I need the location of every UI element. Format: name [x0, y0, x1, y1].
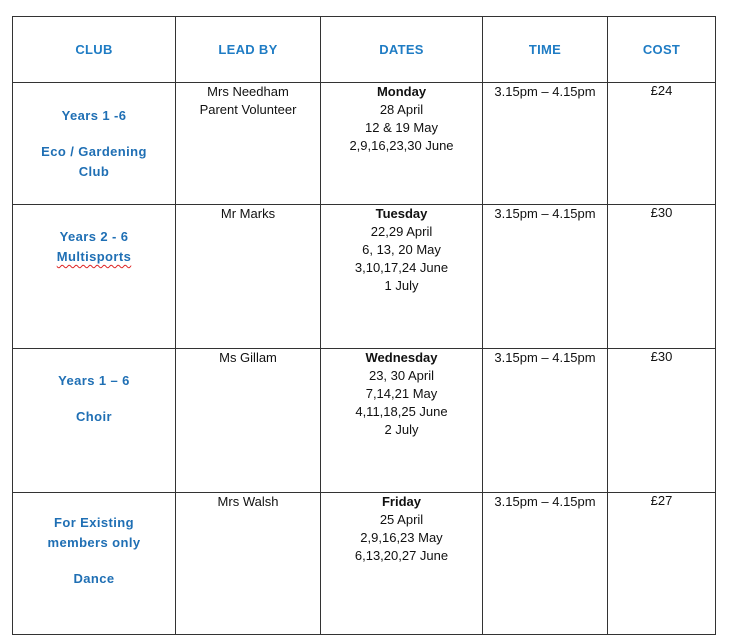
date-line: 6, 13, 20 May — [362, 242, 441, 257]
table-row — [13, 349, 716, 493]
dates-cell — [321, 349, 483, 493]
date-line: 3,10,17,24 June — [354, 260, 449, 275]
lead-name: Ms Gillam — [219, 350, 277, 365]
time-cell: 3.15pm – 4.15pm — [483, 205, 608, 349]
club-note: For Existing — [54, 515, 134, 530]
clubs-table — [12, 16, 716, 635]
header-lead-by: LEAD BY — [176, 17, 321, 83]
cost-cell: £30 — [608, 205, 716, 349]
date-line: 7,14,21 May — [365, 386, 438, 401]
lead-name: Mrs Walsh — [217, 494, 279, 509]
day-label: Friday — [381, 494, 421, 509]
header-row — [13, 17, 716, 83]
dates-cell — [321, 83, 483, 205]
lead-role: Parent Volunteer — [199, 102, 297, 117]
table-row — [13, 205, 716, 349]
club-cell — [13, 83, 176, 205]
time-cell: 3.15pm – 4.15pm — [483, 83, 608, 205]
cost-cell: £27 — [608, 493, 716, 635]
date-line: 28 April — [379, 102, 424, 117]
dates-cell — [321, 493, 483, 635]
lead-cell — [176, 349, 321, 493]
header-dates: DATES — [321, 17, 483, 83]
header-time: TIME — [483, 17, 608, 83]
date-line: 22,29 April — [370, 224, 433, 239]
club-name: Dance — [73, 571, 115, 586]
club-name: Eco / Gardening — [41, 143, 147, 159]
date-line: 2 July — [384, 422, 419, 437]
lead-name: Mrs Needham — [207, 84, 289, 99]
club-cell — [13, 349, 176, 493]
day-label: Tuesday — [375, 206, 428, 221]
lead-name: Mr Marks — [220, 206, 276, 221]
date-line: 4,11,18,25 June — [355, 404, 448, 419]
club-note-cont: members only — [47, 535, 141, 550]
club-name-cont: Club — [78, 163, 110, 179]
lead-cell — [176, 205, 321, 349]
date-line: 25 April — [379, 512, 424, 527]
club-years: Years 1 – 6 — [58, 373, 130, 388]
dates-cell — [321, 205, 483, 349]
table-row — [13, 493, 716, 635]
time-cell: 3.15pm – 4.15pm — [483, 349, 608, 493]
club-name: Multisports — [56, 249, 132, 264]
table-row — [13, 83, 716, 205]
club-cell — [13, 493, 176, 635]
date-line: 2,9,16,23,30 June — [349, 138, 454, 153]
header-club: CLUB — [13, 17, 176, 83]
club-years: Years 2 - 6 — [59, 229, 129, 244]
date-line: 2,9,16,23 May — [360, 530, 443, 545]
lead-cell — [176, 83, 321, 205]
club-cell — [13, 205, 176, 349]
date-line: 12 & 19 May — [365, 120, 438, 135]
cost-cell: £30 — [608, 349, 716, 493]
date-line: 23, 30 April — [368, 368, 435, 383]
time-cell: 3.15pm – 4.15pm — [483, 493, 608, 635]
day-label: Wednesday — [365, 350, 438, 365]
club-name: Choir — [76, 409, 112, 424]
day-label: Monday — [376, 84, 427, 99]
date-line: 6,13,20,27 June — [354, 548, 449, 563]
cost-cell: £24 — [608, 83, 716, 205]
date-line: 1 July — [384, 278, 419, 293]
header-cost: COST — [608, 17, 716, 83]
club-years: Years 1 -6 — [61, 107, 127, 123]
lead-cell — [176, 493, 321, 635]
